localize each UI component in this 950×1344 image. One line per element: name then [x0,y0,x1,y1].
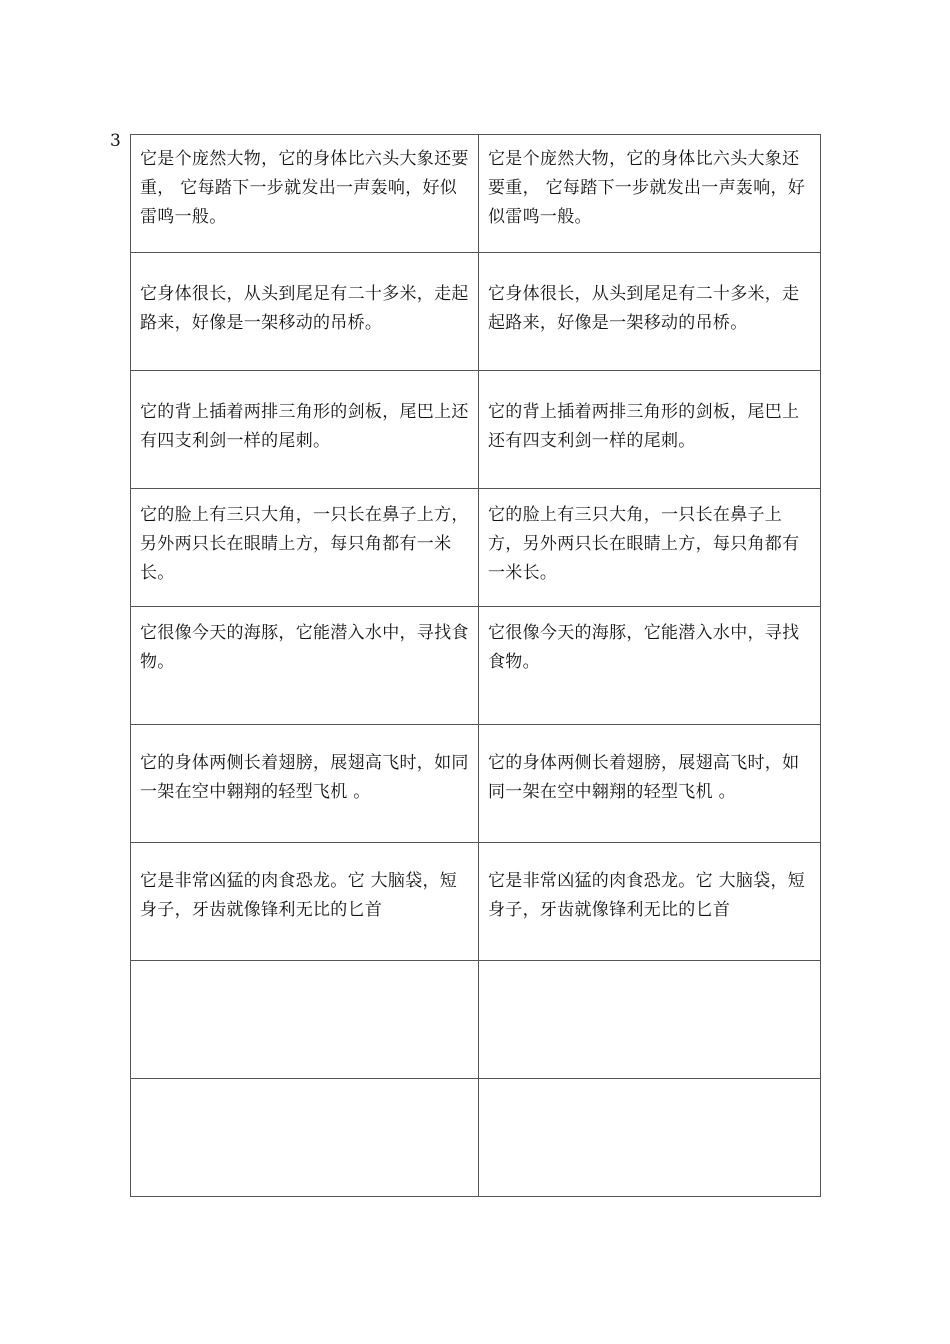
page-number: 3 [110,131,121,151]
table-row [131,725,821,843]
table-cell-left: 它是个庞然大物，它的身体比六头大象还要重， 它每踏下一步就发出一声轰响，好似雷鸣一般。 [131,135,479,253]
table-cell-left: 它身体很长，从头到尾足有二十多米，走起路来，好像是一架移动的吊桥。 [131,253,479,371]
table-cell-right [479,1079,821,1197]
table-row [131,961,821,1079]
table-cell-left: 它的身体两侧长着翅膀，展翅高飞时，如同一架在空中翱翔的轻型飞机 。 [131,725,479,843]
table-cell-right: 它很像今天的海豚，它能潜入水中，寻找食物。 [479,607,821,725]
table-cell-right: 它的脸上有三只大角，一只长在鼻子上方，另外两只长在眼睛上方，每只角都有一米长。 [479,489,821,607]
table-cell-left [131,961,479,1079]
table-row [131,135,821,253]
table-row [131,843,821,961]
table-cell-right: 它是非常凶猛的肉食恐龙。它 大脑袋，短身子，牙齿就像锋利无比的匕首 [479,843,821,961]
table-row [131,1079,821,1197]
table-cell-left: 它的背上插着两排三角形的剑板，尾巴上还有四支利剑一样的尾刺。 [131,371,479,489]
table-row [131,371,821,489]
table-cell-left: 它是非常凶猛的肉食恐龙。它 大脑袋，短身子，牙齿就像锋利无比的匕首 [131,843,479,961]
table-row [131,253,821,371]
table-cell-right: 它的背上插着两排三角形的剑板，尾巴上还有四支利剑一样的尾刺。 [479,371,821,489]
table-cell-right: 它是个庞然大物，它的身体比六头大象还要重， 它每踏下一步就发出一声轰响，好似雷鸣一般。 [479,135,821,253]
table-cell-left: 它的脸上有三只大角，一只长在鼻子上方，另外两只长在眼睛上方，每只角都有一米长。 [131,489,479,607]
table-cell-left [131,1079,479,1197]
table-row [131,607,821,725]
table-row [131,489,821,607]
dinosaur-description-table [130,134,821,1197]
table-cell-left: 它很像今天的海豚，它能潜入水中，寻找食物。 [131,607,479,725]
table-cell-right: 它身体很长，从头到尾足有二十多米，走起路来，好像是一架移动的吊桥。 [479,253,821,371]
table-cell-right: 它的身体两侧长着翅膀，展翅高飞时，如同一架在空中翱翔的轻型飞机 。 [479,725,821,843]
table-cell-right [479,961,821,1079]
